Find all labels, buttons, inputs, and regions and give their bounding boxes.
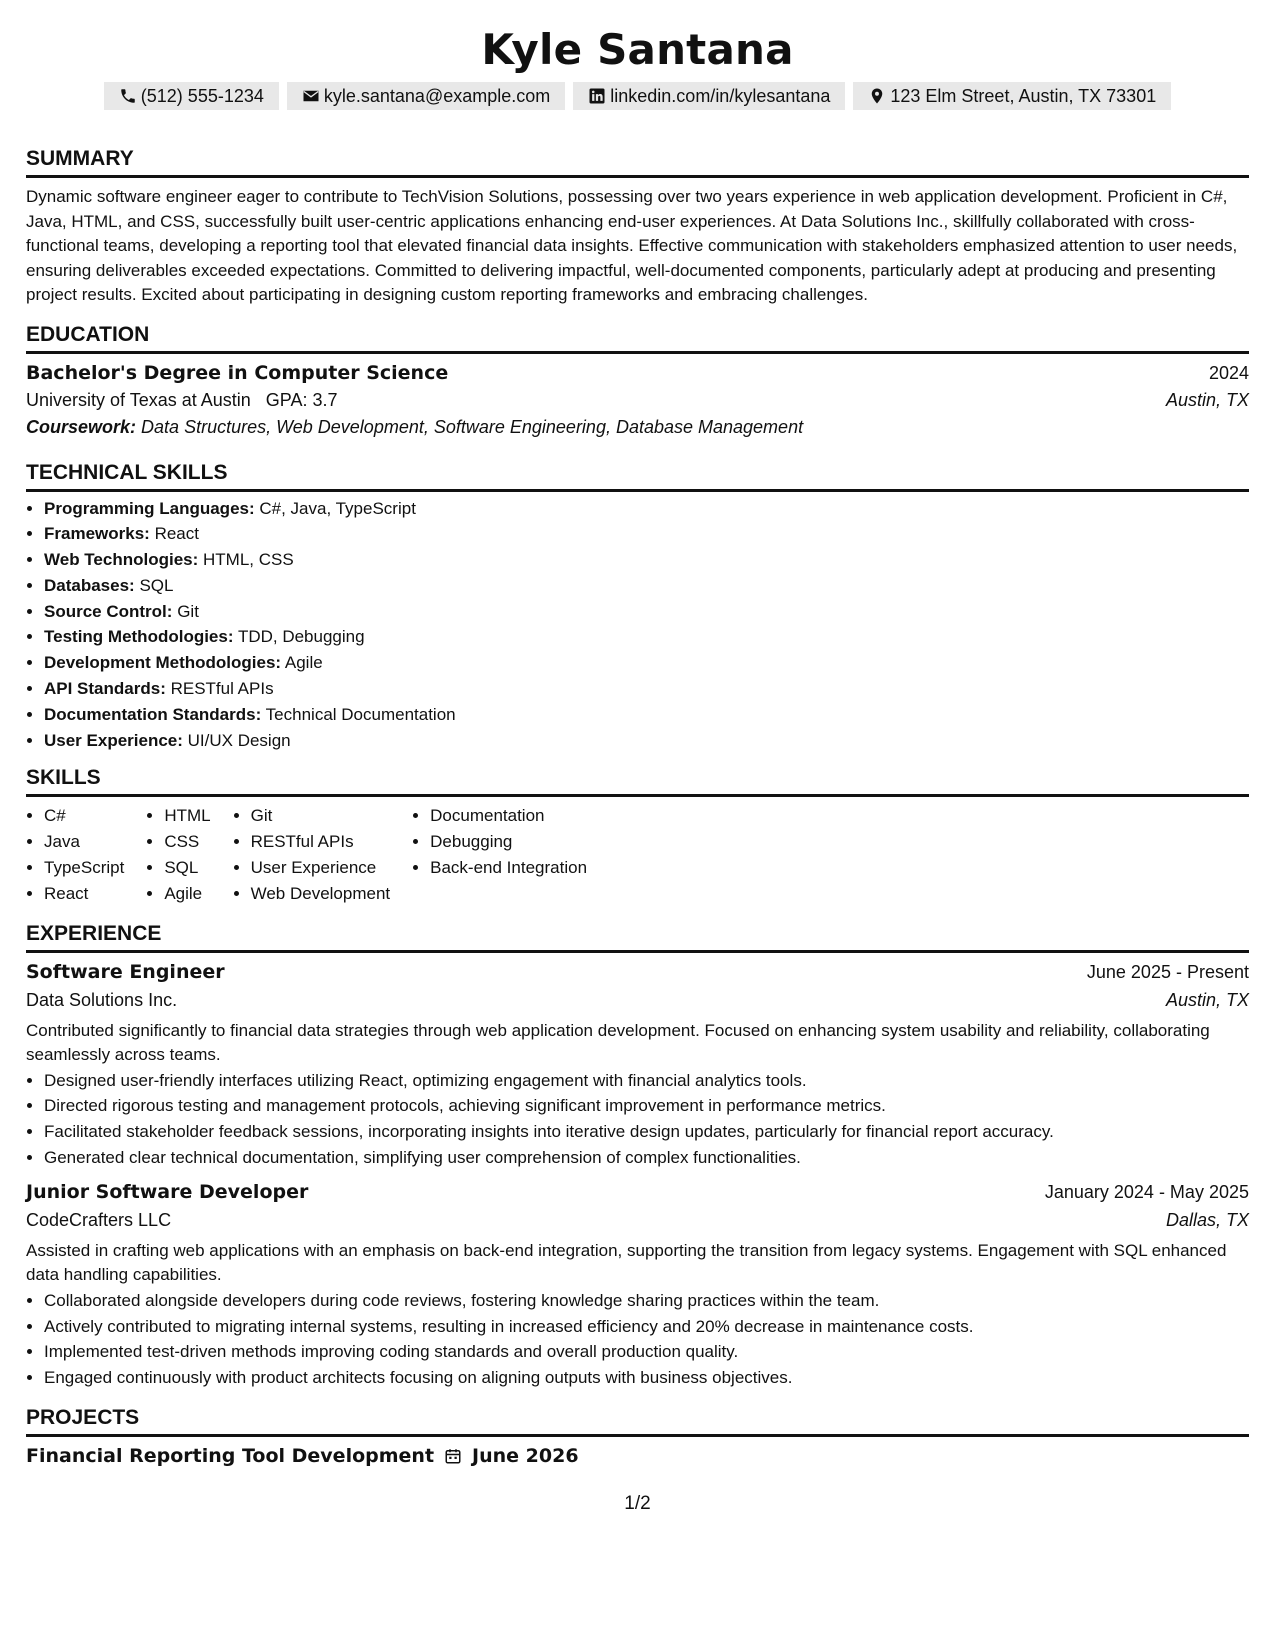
list-item: • Facilitated stakeholder feedback sessions, incorporating insights into iterative design updates, particularly for financial report accuracy. (44, 1119, 1249, 1145)
list-item: • TypeScript (44, 855, 124, 881)
list-item (44, 650, 1249, 676)
skills-heading: SKILLS (26, 765, 1249, 797)
job-description: Assisted in crafting web applications with an emphasis on back-end integration, supporting the transition from legacy systems. Engagement with SQL enhanced data handling capabilities. (26, 1240, 1227, 1285)
list-item: • React (44, 881, 124, 907)
list-item (44, 624, 1249, 650)
contact-address[interactable] (853, 82, 1171, 110)
skills-column (146, 803, 210, 906)
list-item: • Agile (164, 881, 210, 907)
skill-value: Git (177, 601, 199, 621)
skill-label: User Experience: (44, 730, 183, 750)
contact-linkedin-text: linkedin.com/in/kylesantana (610, 86, 831, 106)
project-entry (26, 1445, 1249, 1467)
contact-address-text: 123 Elm Street, Austin, TX 73301 (890, 86, 1157, 106)
job-dates: January 2024 - May 2025 (1044, 1181, 1249, 1202)
list-item (44, 702, 1249, 728)
technical-skills-list (26, 496, 1249, 754)
list-item: • Collaborated alongside developers during code reviews, fostering knowledge sharing practices within the team. (44, 1288, 1249, 1314)
skills-section (26, 765, 1249, 906)
education-location: Austin, TX (1165, 389, 1249, 410)
job-company: CodeCrafters LLC (26, 1209, 172, 1230)
list-item: • Back-end Integration (430, 855, 587, 881)
list-item: • HTML (164, 803, 210, 829)
job-header (26, 961, 1249, 983)
list-item: • Directed rigorous testing and management protocols, achieving significant improvement in performance metrics. (44, 1093, 1249, 1119)
coursework-list: Data Structures, Web Development, Software Engineering, Database Management (141, 416, 804, 437)
skill-value: HTML, CSS (203, 550, 294, 570)
skill-value: SQL (139, 575, 174, 595)
job-company: Data Solutions Inc. (26, 989, 178, 1010)
skill-label: Databases: (44, 575, 135, 595)
skill-label: Programming Languages: (44, 498, 255, 518)
list-item: • Designed user-friendly interfaces utilizing React, optimizing engagement with financial analytics tools. (44, 1068, 1249, 1094)
skill-label: Frameworks: (44, 524, 150, 544)
skill-value: C#, Java, TypeScript (259, 498, 416, 518)
job-company-row (26, 990, 1249, 1011)
projects-section (26, 1405, 1249, 1467)
list-item (44, 728, 1249, 754)
list-item (44, 521, 1249, 547)
list-item (44, 496, 1249, 522)
list-item: • Web Development (251, 881, 391, 907)
job-bullets (26, 1288, 1249, 1391)
job-header (26, 1181, 1249, 1203)
list-item: • Debugging (430, 829, 587, 855)
skill-label: API Standards: (44, 679, 166, 699)
candidate-name: Kyle Santana (481, 25, 794, 74)
list-item: • Engaged continuously with product architects focusing on aligning outputs with business objectives. (44, 1365, 1249, 1391)
list-item: • CSS (164, 829, 210, 855)
job-bullets (26, 1068, 1249, 1171)
projects-heading: PROJECTS (26, 1405, 1249, 1437)
project-name: Financial Reporting Tool Development (26, 1445, 435, 1468)
skill-label: Development Methodologies: (44, 653, 282, 673)
job-role: Junior Software Developer (26, 1180, 309, 1203)
page-number: 1/2 (624, 1493, 651, 1514)
skill-label: Documentation Standards: (44, 704, 262, 724)
job-location: Austin, TX (1165, 989, 1249, 1010)
skills-column (233, 803, 391, 906)
list-item (44, 573, 1249, 599)
technical-skills-heading: TECHNICAL SKILLS (26, 460, 1249, 492)
skill-value: RESTful APIs (170, 679, 274, 699)
summary-heading: SUMMARY (26, 146, 1249, 178)
education-heading: EDUCATION (26, 322, 1249, 354)
skills-grid (26, 803, 1249, 906)
job-company-row (26, 1210, 1249, 1231)
list-item: • Implemented test-driven methods improving coding standards and overall production quality. (44, 1339, 1249, 1365)
coursework-label: Coursework: (26, 416, 137, 437)
linkedin-icon (588, 87, 606, 105)
skill-value: React (154, 524, 199, 544)
skill-label: Source Control: (44, 601, 173, 621)
list-item: • Documentation (430, 803, 587, 829)
list-item: • Actively contributed to migrating internal systems, resulting in increased efficiency and 20% decrease in maintenance costs. (44, 1314, 1249, 1340)
education-section (26, 322, 1249, 438)
school (26, 390, 338, 411)
summary-section (26, 146, 1249, 308)
map-pin-icon (868, 87, 886, 105)
education-row (26, 362, 1249, 384)
contact-linkedin[interactable] (573, 82, 845, 110)
list-item: • Java (44, 829, 124, 855)
contact-phone-text: (512) 555-1234 (140, 86, 264, 106)
experience-heading: EXPERIENCE (26, 921, 1249, 953)
skill-value: TDD, Debugging (237, 627, 365, 647)
contact-email[interactable] (287, 82, 565, 110)
degree: Bachelor's Degree in Computer Science (26, 361, 449, 384)
school-name: University of Texas at Austin (26, 389, 251, 410)
job-entry (26, 961, 1249, 1171)
list-item (44, 676, 1249, 702)
job-role: Software Engineer (26, 960, 225, 983)
skill-value: Technical Documentation (265, 704, 456, 724)
skills-column (412, 803, 587, 906)
list-item: • C# (44, 803, 124, 829)
contact-phone[interactable] (104, 82, 279, 110)
education-school-row (26, 390, 1249, 411)
contact-bar (26, 82, 1249, 110)
skill-label: Testing Methodologies: (44, 627, 234, 647)
envelope-icon (302, 87, 320, 105)
contact-email-text: kyle.santana@example.com (323, 86, 551, 106)
summary-text: Dynamic software engineer eager to contribute to TechVision Solutions, possessing over two years experience in web application development. Proficient in C#, Java, HTML, and CSS, successfully built user-centric applications enhancing end-user experiences. At Data Solutions Inc., skillfully collaborated with cross-functional teams, developing a reporting tool that elevated financial data insights. Effective communication with stakeholders emphasized attention to user needs, ensuring deliverables exceeded expectations. Committed to delivering impactful, well-documented components, particularly adept at producing and presenting project results. Excited about participating in designing custom reporting frameworks and embracing challenges. (26, 187, 1238, 304)
list-item: • Git (251, 803, 391, 829)
list-item (44, 599, 1249, 625)
list-item: • RESTful APIs (251, 829, 391, 855)
coursework (26, 417, 1249, 438)
job-dates: June 2025 - Present (1086, 961, 1249, 982)
phone-icon (119, 87, 137, 105)
experience-section (26, 921, 1249, 1391)
graduation-year: 2024 (1208, 362, 1249, 383)
technical-skills-section (26, 460, 1249, 754)
calendar-icon (444, 1447, 462, 1465)
gpa: GPA: 3.7 (265, 389, 338, 410)
job-location: Dallas, TX (1165, 1209, 1249, 1230)
list-item (44, 547, 1249, 573)
skill-value: Agile (284, 653, 323, 673)
skills-column (26, 803, 124, 906)
list-item: • Generated clear technical documentation, simplifying user comprehension of complex functionalities. (44, 1145, 1249, 1171)
job-description: Contributed significantly to financial data strategies through web application development. Focused on enhancing system usability and reliability, collaborating seamlessly across teams. (26, 1020, 1210, 1065)
list-item: • User Experience (251, 855, 391, 881)
list-item: • SQL (164, 855, 210, 881)
skill-value: UI/UX Design (187, 730, 291, 750)
skill-label: Web Technologies: (44, 550, 199, 570)
project-date: June 2026 (472, 1445, 579, 1468)
job-entry (26, 1181, 1249, 1391)
